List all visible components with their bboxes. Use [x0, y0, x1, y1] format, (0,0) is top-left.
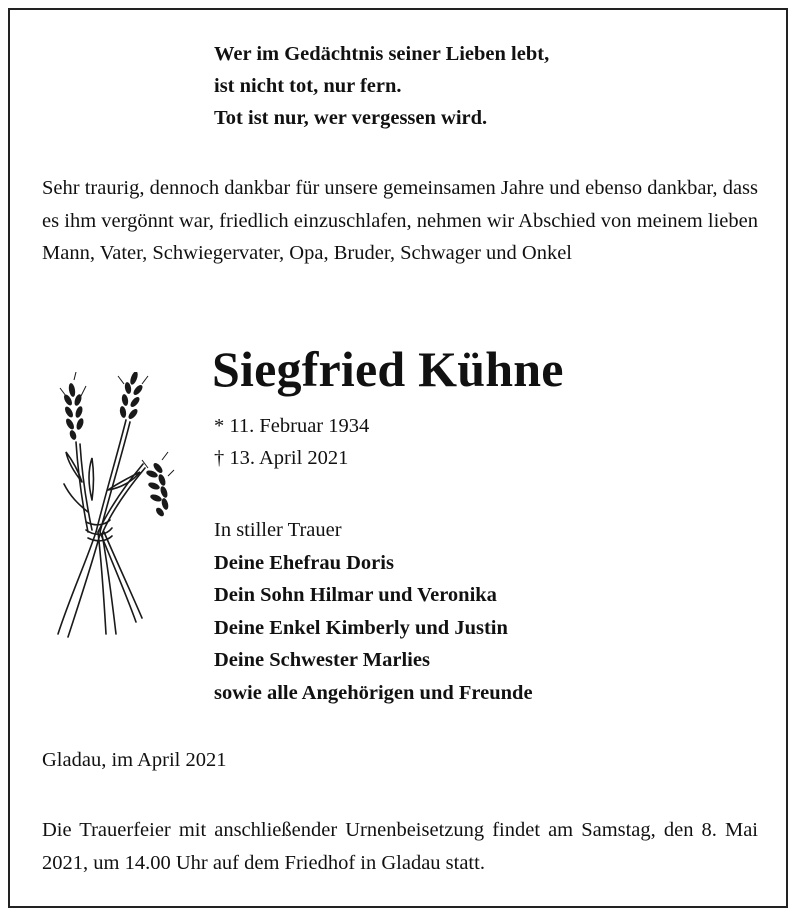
mourner-line: sowie alle Angehörigen und Freunde: [214, 681, 533, 704]
mourner-line: Dein Sohn Hilmar und Veronika: [214, 584, 497, 606]
mourner-line: Deine Enkel Kimberly und Justin: [214, 616, 508, 639]
motto-line-3: Tot ist nur, wer vergessen wird.: [214, 107, 488, 129]
memorial-motto: [214, 38, 549, 134]
intro-paragraph: Sehr traurig, dennoch dankbar für unsere gemeinsamen Jahre und ebenso dankbar, dass es ihm vergönnt war, friedlich einzuschlafen, nehmen wir Abschied von meinem lieben Mann, Vater, Schwiegervater, Opa, Bruder, Schwager und Onkel: [42, 177, 758, 264]
mourner-line: Deine Ehefrau Doris: [214, 551, 394, 574]
death-date: † 13. April 2021: [214, 447, 349, 469]
mourners-heading: In stiller Trauer: [214, 519, 342, 541]
birth-date: * 11. Februar 1934: [214, 415, 370, 437]
deceased-name: Siegfried Kühne: [212, 341, 564, 397]
place-date: Gladau, im April 2021: [42, 749, 227, 771]
motto-line-2: ist nicht tot, nur fern.: [214, 75, 402, 97]
mourner-line: Deine Schwester Marlies: [214, 649, 430, 671]
motto-line-1: Wer im Gedächtnis seiner Lieben lebt,: [214, 43, 550, 65]
funeral-notice: Die Trauerfeier mit anschließender Urnenbeisetzung findet am Samstag, den 8. Mai 2021, um 14.00 Uhr auf dem Friedhof in Gladau statt.: [42, 819, 758, 874]
life-dates: [214, 410, 369, 474]
mourners-block: [214, 514, 533, 709]
wheat-sheaf-icon: [48, 372, 178, 642]
